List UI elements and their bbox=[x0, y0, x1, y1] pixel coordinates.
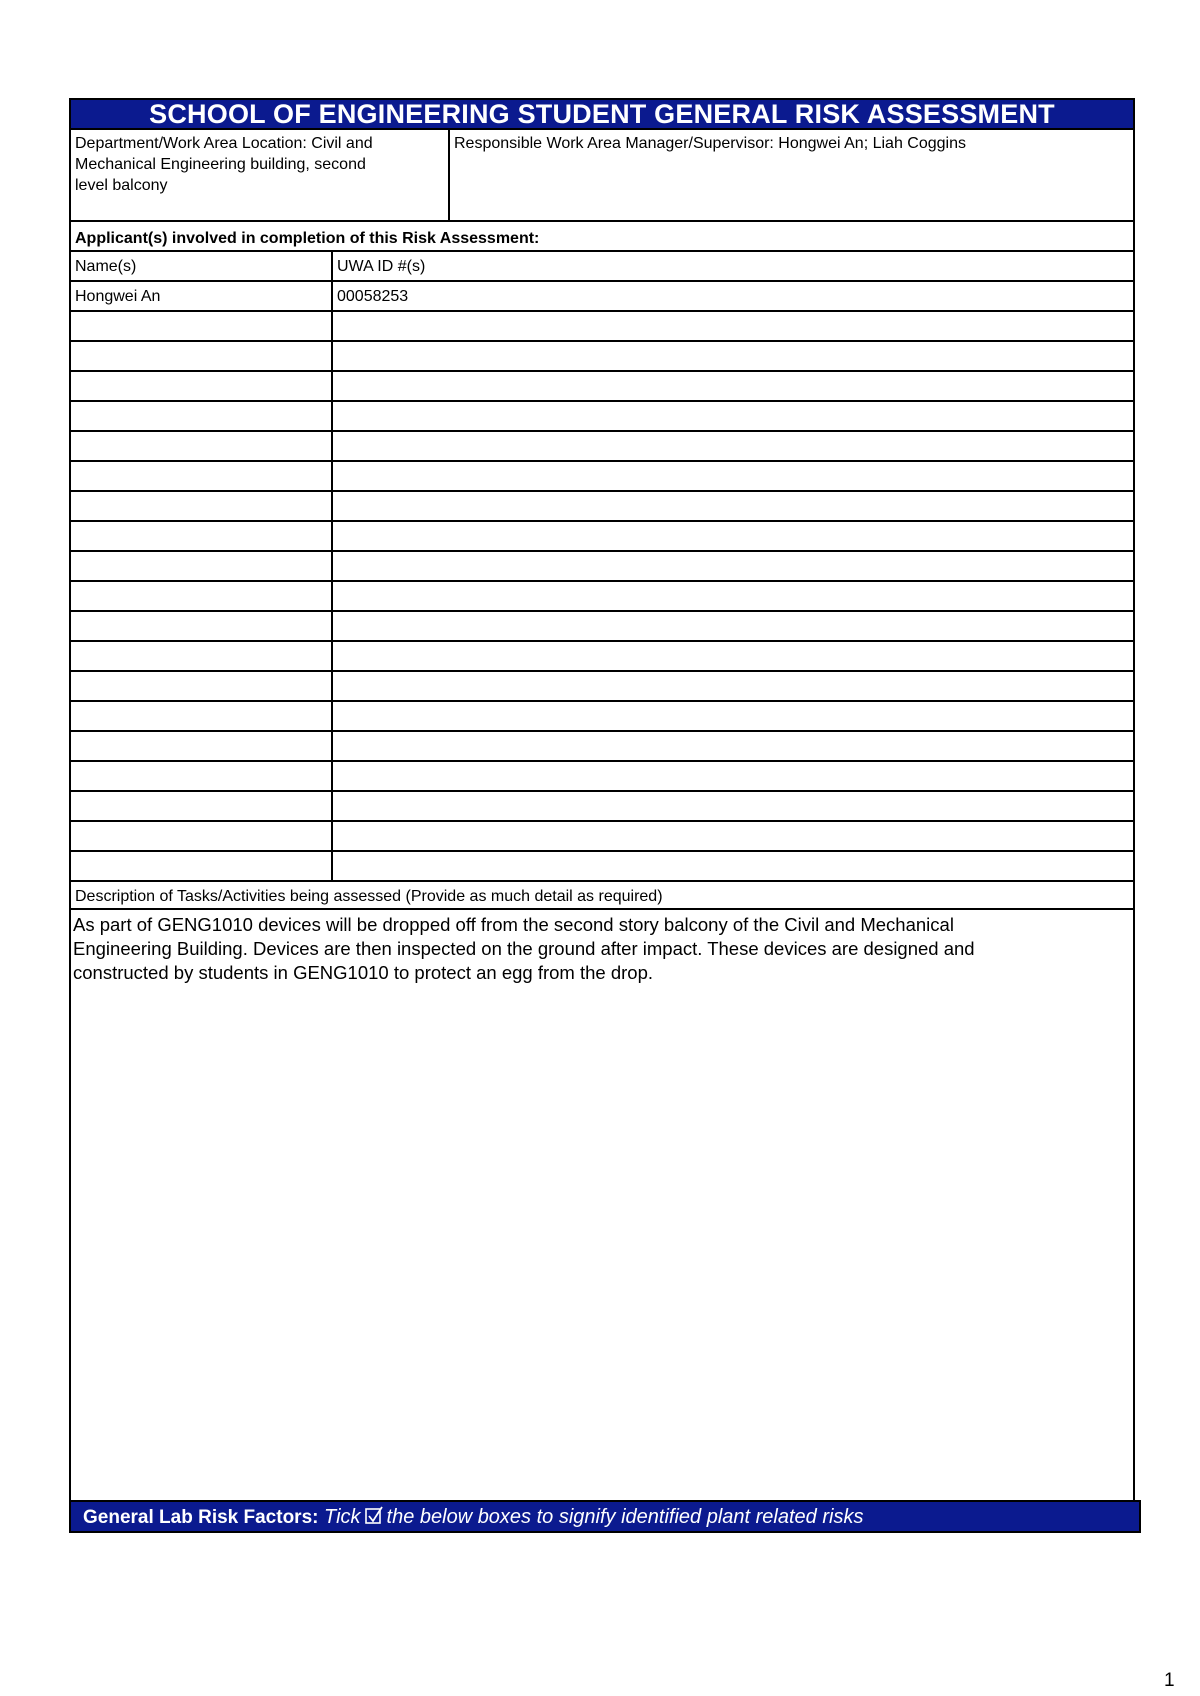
applicant-id-cell[interactable] bbox=[333, 702, 1133, 730]
applicant-row bbox=[69, 552, 1135, 582]
checkbox-checked-icon bbox=[364, 1505, 384, 1535]
applicant-name-cell[interactable] bbox=[71, 372, 333, 400]
risk-assessment-form bbox=[69, 98, 1135, 1501]
risk-factors-label: General Lab Risk Factors: bbox=[83, 1507, 319, 1528]
applicant-row bbox=[69, 492, 1135, 522]
applicant-name-cell[interactable] bbox=[71, 852, 333, 880]
applicant-id-cell[interactable] bbox=[333, 402, 1133, 430]
applicant-name-cell[interactable] bbox=[71, 792, 333, 820]
applicants-table-body bbox=[69, 282, 1135, 882]
applicant-row bbox=[69, 312, 1135, 342]
applicant-name-cell[interactable] bbox=[71, 612, 333, 640]
applicant-id-cell[interactable] bbox=[333, 822, 1133, 850]
applicant-row bbox=[69, 282, 1135, 312]
applicant-row bbox=[69, 822, 1135, 852]
applicant-id-cell[interactable] bbox=[333, 372, 1133, 400]
applicant-row bbox=[69, 402, 1135, 432]
department-location-field[interactable] bbox=[71, 130, 450, 220]
applicant-name-cell[interactable] bbox=[71, 552, 333, 580]
applicant-row bbox=[69, 462, 1135, 492]
applicant-id-cell[interactable] bbox=[333, 612, 1133, 640]
applicant-row bbox=[69, 702, 1135, 732]
applicant-row bbox=[69, 582, 1135, 612]
applicant-row bbox=[69, 342, 1135, 372]
applicant-name-cell[interactable] bbox=[71, 522, 333, 550]
location-supervisor-row bbox=[69, 130, 1135, 222]
description-heading: Description of Tasks/Activities being assessed (Provide as much detail as required) bbox=[75, 888, 663, 905]
applicant-name-cell[interactable] bbox=[71, 492, 333, 520]
applicant-id-cell[interactable] bbox=[333, 762, 1133, 790]
department-line: level balcony bbox=[75, 177, 168, 194]
applicant-id-cell[interactable] bbox=[333, 342, 1133, 370]
risk-factors-tick-word: Tick bbox=[324, 1506, 361, 1528]
applicant-name-cell[interactable] bbox=[71, 642, 333, 670]
applicant-name-cell[interactable] bbox=[71, 432, 333, 460]
applicant-row bbox=[69, 762, 1135, 792]
form-title: SCHOOL OF ENGINEERING STUDENT GENERAL RISK ASSESSMENT bbox=[69, 98, 1135, 130]
applicant-row bbox=[69, 732, 1135, 762]
applicant-name-cell[interactable] bbox=[71, 672, 333, 700]
applicant-id-cell[interactable] bbox=[333, 792, 1133, 820]
name-column-header: Name(s) bbox=[71, 252, 333, 280]
description-field[interactable] bbox=[69, 910, 1135, 1501]
description-heading-row bbox=[69, 882, 1135, 910]
applicant-name-cell[interactable] bbox=[71, 402, 333, 430]
applicant-id-cell[interactable] bbox=[333, 852, 1133, 880]
risk-factors-instruction: the below boxes to signify identified plant related risks bbox=[386, 1506, 864, 1528]
applicant-id-cell[interactable] bbox=[333, 462, 1133, 490]
applicant-name-cell[interactable] bbox=[71, 462, 333, 490]
applicant-name-cell[interactable] bbox=[71, 702, 333, 730]
page-number: 1 bbox=[1164, 1670, 1175, 1691]
applicant-id-cell[interactable] bbox=[333, 672, 1133, 700]
description-line: constructed by students in GENG1010 to protect an egg from the drop. bbox=[73, 962, 653, 983]
applicants-heading: Applicant(s) involved in completion of this Risk Assessment: bbox=[75, 230, 540, 247]
applicant-row bbox=[69, 522, 1135, 552]
applicant-row bbox=[69, 792, 1135, 822]
applicant-id-cell[interactable] bbox=[333, 552, 1133, 580]
applicant-id-cell[interactable] bbox=[333, 492, 1133, 520]
applicant-id-cell[interactable] bbox=[333, 732, 1133, 760]
applicant-name-cell[interactable] bbox=[71, 312, 333, 340]
description-line: Engineering Building. Devices are then inspected on the ground after impact. These devices are designed and bbox=[73, 938, 975, 959]
applicant-id-cell[interactable]: 00058253 bbox=[337, 288, 409, 305]
applicants-heading-row bbox=[69, 222, 1135, 252]
description-line: As part of GENG1010 devices will be dropped off from the second story balcony of the Civil and Mechanical bbox=[73, 914, 954, 935]
applicant-name-cell[interactable]: Hongwei An bbox=[71, 282, 333, 310]
applicant-row bbox=[69, 432, 1135, 462]
department-line: Mechanical Engineering building, second bbox=[75, 156, 366, 173]
applicant-row bbox=[69, 612, 1135, 642]
applicant-id-cell[interactable] bbox=[333, 522, 1133, 550]
applicant-id-cell[interactable] bbox=[333, 432, 1133, 460]
applicant-name-cell[interactable] bbox=[71, 342, 333, 370]
applicant-name-cell[interactable] bbox=[71, 822, 333, 850]
applicant-name-cell[interactable] bbox=[71, 732, 333, 760]
description-text bbox=[71, 910, 1133, 1501]
applicant-id-cell[interactable] bbox=[333, 642, 1133, 670]
applicant-row bbox=[69, 642, 1135, 672]
applicants-header-row bbox=[69, 252, 1135, 282]
id-column-header: UWA ID #(s) bbox=[337, 258, 426, 275]
applicant-row bbox=[69, 852, 1135, 882]
applicant-name-cell[interactable] bbox=[71, 582, 333, 610]
general-lab-risk-factors-banner bbox=[69, 1500, 1141, 1533]
applicant-id-cell[interactable] bbox=[333, 312, 1133, 340]
applicant-row bbox=[69, 372, 1135, 402]
department-line: Department/Work Area Location: Civil and bbox=[75, 135, 373, 152]
applicant-name-cell[interactable] bbox=[71, 762, 333, 790]
applicant-id-cell[interactable] bbox=[333, 582, 1133, 610]
applicant-row bbox=[69, 672, 1135, 702]
supervisor-field[interactable]: Responsible Work Area Manager/Supervisor: Hongwei An; Liah Coggins bbox=[454, 135, 966, 152]
